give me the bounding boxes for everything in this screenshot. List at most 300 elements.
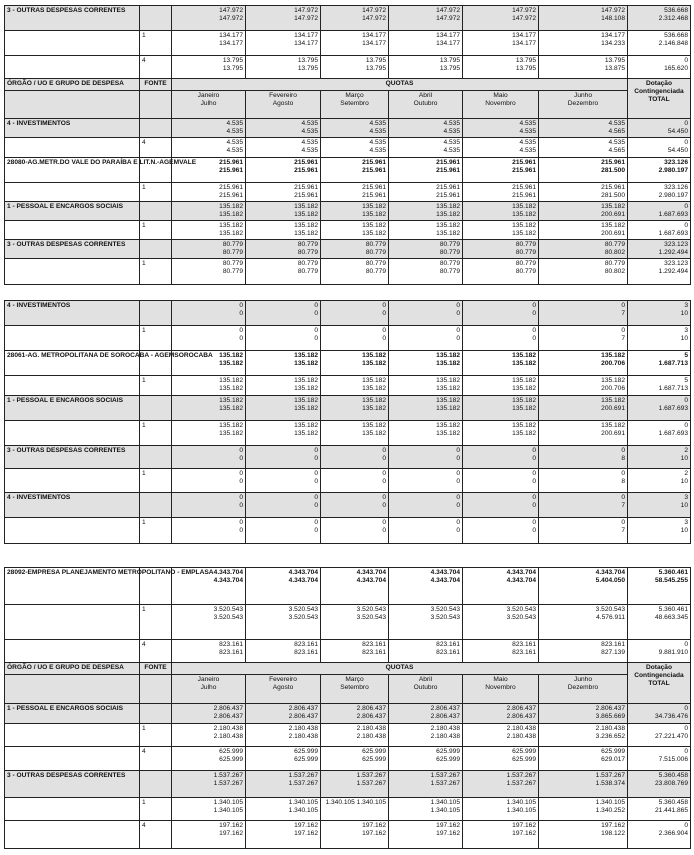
quota-value-first-half: 1.537.267 xyxy=(213,772,243,779)
fonte-cell: 1 xyxy=(140,259,172,285)
quota-value-second-half: 1.340.105 xyxy=(213,807,243,814)
total-cell xyxy=(628,605,691,640)
quota-value-second-half: 135.182 xyxy=(219,405,243,412)
month-second-half: Novembro xyxy=(485,684,516,691)
quota-value-second-half: 2.806.437 xyxy=(288,713,318,720)
quota-value-second-half: 0 xyxy=(314,310,318,317)
total-value: 2.146.848 xyxy=(658,40,688,47)
quota-cell xyxy=(539,421,628,446)
quota-value-first-half: 0 xyxy=(532,327,536,334)
quota-value-first-half: 0 xyxy=(314,494,318,501)
quota-value-second-half: 0 xyxy=(239,335,243,342)
total-cell xyxy=(628,724,691,747)
quota-value-first-half: 135.182 xyxy=(436,222,460,229)
quota-value-first-half: 0 xyxy=(621,494,625,501)
quota-value-second-half: 135.182 xyxy=(294,405,318,412)
quota-value-second-half: 0 xyxy=(239,310,243,317)
fonte-header: FONTE xyxy=(140,663,172,675)
quota-value-first-half: 0 xyxy=(382,470,386,477)
quota-value-second-half: 134.177 xyxy=(436,40,460,47)
month-second-half: Outubro xyxy=(413,100,438,107)
month-first-half: Fevereiro xyxy=(269,676,297,683)
quota-value-second-half: 4.535 xyxy=(519,147,536,154)
quota-cell xyxy=(539,518,628,544)
fonte-cell xyxy=(140,446,172,469)
fonte-cell xyxy=(140,396,172,421)
quota-value-first-half: 0 xyxy=(239,447,243,454)
quota-value-first-half: 134.177 xyxy=(436,32,460,39)
quota-cell xyxy=(246,376,321,396)
quota-value-first-half: 135.182 xyxy=(219,203,243,210)
fonte-cell: 1 xyxy=(140,31,172,56)
quota-cell xyxy=(389,138,463,158)
quota-value-second-half: 0 xyxy=(314,527,318,534)
quota-value-second-half: 1.537.267 xyxy=(213,780,243,787)
month-first-half: Março xyxy=(345,92,364,99)
quota-cell xyxy=(321,493,389,518)
month-header-row xyxy=(5,675,691,704)
quota-value-first-half: 1.340.105 xyxy=(595,799,625,806)
quota-value-second-half: 215.961 xyxy=(362,167,386,174)
quota-value-first-half: 135.182 xyxy=(512,203,536,210)
quota-value-first-half: 2.180.438 xyxy=(506,725,536,732)
total-cell xyxy=(628,351,691,376)
quota-value-second-half: 135.182 xyxy=(362,430,386,437)
quota-value-second-half: 8 xyxy=(621,478,625,485)
total-contingenciada: 5 xyxy=(684,377,688,384)
quota-cell xyxy=(389,568,463,605)
total-cell xyxy=(628,568,691,605)
quota-cell xyxy=(246,31,321,56)
quota-value-first-half: 135.182 xyxy=(601,352,625,359)
quota-value-first-half: 135.182 xyxy=(294,422,318,429)
quota-value-second-half: 0 xyxy=(532,310,536,317)
quota-value-second-half: 0 xyxy=(382,455,386,462)
quota-value-first-half: 0 xyxy=(532,519,536,526)
quota-value-first-half: 0 xyxy=(532,494,536,501)
quota-value-first-half: 197.162 xyxy=(512,822,536,829)
expense-group-label: 1 - PESSOAL E ENCARGOS SOCIAIS xyxy=(5,202,140,221)
quota-value-second-half: 629.017 xyxy=(601,756,625,763)
quota-cell xyxy=(246,704,321,724)
total-cell xyxy=(628,326,691,351)
quota-cell xyxy=(539,771,628,798)
quota-cell xyxy=(172,138,246,158)
month-header-row xyxy=(5,91,691,119)
quota-value-second-half: 135.182 xyxy=(362,360,386,367)
total-value: 48.663.345 xyxy=(654,614,688,621)
expense-group-label: 3 - OUTRAS DESPESAS CORRENTES xyxy=(5,446,140,469)
total-contingenciada: 2 xyxy=(684,447,688,454)
month-second-half: Agosto xyxy=(272,100,294,107)
quota-cell xyxy=(172,183,246,202)
quota-cell xyxy=(246,259,321,285)
quota-cell xyxy=(539,376,628,396)
quota-value-first-half: 215.961 xyxy=(601,159,625,166)
empty-cell xyxy=(140,675,172,704)
quota-value-second-half: 135.182 xyxy=(512,211,536,218)
quota-value-first-half: 215.961 xyxy=(512,159,536,166)
quota-value-second-half: 147.972 xyxy=(436,15,460,22)
quota-cell xyxy=(389,493,463,518)
quota-value-second-half: 135.182 xyxy=(512,430,536,437)
quota-cell xyxy=(389,704,463,724)
quota-cell xyxy=(463,747,539,771)
total-cell xyxy=(628,493,691,518)
quota-value-second-half: 2.180.438 xyxy=(430,733,460,740)
total-contingenciada: 3 xyxy=(684,302,688,309)
table-row xyxy=(5,469,691,493)
total-cell xyxy=(628,518,691,544)
total-contingenciada: 2 xyxy=(684,470,688,477)
quota-value-first-half: 625.999 xyxy=(436,748,460,755)
quota-cell xyxy=(539,202,628,221)
table-row xyxy=(5,221,691,240)
quota-value-first-half: 823.161 xyxy=(436,641,460,648)
quota-cell xyxy=(321,183,389,202)
quota-value-second-half: 13.795 xyxy=(515,65,536,72)
quota-value-second-half: 80.779 xyxy=(515,249,536,256)
quota-value-first-half: 135.182 xyxy=(219,397,243,404)
total-contingenciada: 0 xyxy=(684,705,688,712)
quota-value-second-half: 13.795 xyxy=(439,65,460,72)
quota-cell xyxy=(172,259,246,285)
quota-value-second-half: 4.343.704 xyxy=(213,577,243,584)
quota-value-second-half: 198.122 xyxy=(601,830,625,837)
expense-group-label xyxy=(5,605,140,640)
total-value: 1.687.693 xyxy=(658,230,688,237)
quota-value-first-half: 80.779 xyxy=(222,260,243,267)
quota-value-second-half: 4.343.704 xyxy=(430,577,460,584)
quota-value-first-half: 0 xyxy=(382,447,386,454)
total-value: 1.292.494 xyxy=(658,268,688,275)
total-cell xyxy=(628,469,691,493)
quota-cell xyxy=(389,202,463,221)
orgao-header: ÓRGÃO / UO E GRUPO DE DESPESA xyxy=(5,663,140,675)
month-first-half: Abril xyxy=(418,676,433,683)
quota-cell xyxy=(246,240,321,259)
total-value: 7.515.006 xyxy=(658,756,688,763)
expense-group-label xyxy=(5,221,140,240)
quota-value-first-half: 1.340.105 xyxy=(430,799,460,806)
quota-value-second-half: 147.972 xyxy=(294,15,318,22)
table-row xyxy=(5,259,691,285)
quota-value-first-half: 135.182 xyxy=(601,422,625,429)
quota-value-first-half: 4.343.704 xyxy=(356,569,386,576)
quota-value-second-half: 1.340.105 xyxy=(506,807,536,814)
quota-value-second-half: 197.162 xyxy=(362,830,386,837)
empty-cell xyxy=(5,91,140,119)
month-header xyxy=(172,91,246,119)
quota-cell xyxy=(463,259,539,285)
quota-value-second-half: 135.182 xyxy=(362,385,386,392)
quota-cell xyxy=(389,56,463,79)
quota-value-first-half: 197.162 xyxy=(436,822,460,829)
quota-cell xyxy=(172,798,246,821)
quota-value-first-half: 134.177 xyxy=(362,32,386,39)
quota-value-second-half: 823.161 xyxy=(436,649,460,656)
expense-group-label xyxy=(5,821,140,849)
quota-value-second-half: 134.177 xyxy=(294,40,318,47)
table-row xyxy=(5,724,691,747)
quota-value-second-half: 135.182 xyxy=(436,405,460,412)
quota-value-first-half: 823.161 xyxy=(219,641,243,648)
expense-group-label xyxy=(5,747,140,771)
quota-value-first-half: 1.340.105 xyxy=(506,799,536,806)
quota-value-second-half: 135.182 xyxy=(219,385,243,392)
quota-value-first-half: 135.182 xyxy=(294,352,318,359)
month-header xyxy=(246,91,321,119)
quota-value-second-half: 80.779 xyxy=(365,268,386,275)
quota-cell xyxy=(389,259,463,285)
quota-value-first-half: 135.182 xyxy=(219,377,243,384)
fonte-cell: 4 xyxy=(140,821,172,849)
quota-cell xyxy=(389,446,463,469)
fonte-cell: 4 xyxy=(140,138,172,158)
quota-value-second-half: 4.576.911 xyxy=(596,614,625,621)
quota-value-first-half: 1.340.105 xyxy=(213,799,243,806)
table-row xyxy=(5,119,691,138)
total-cell xyxy=(628,421,691,446)
quota-value-first-half: 0 xyxy=(239,327,243,334)
quota-value-first-half: 135.182 xyxy=(436,352,460,359)
quota-value-second-half: 135.182 xyxy=(294,360,318,367)
quota-cell xyxy=(172,31,246,56)
expense-group-label: 3 - OUTRAS DESPESAS CORRENTES xyxy=(5,6,140,31)
quota-cell xyxy=(463,568,539,605)
quota-cell xyxy=(463,202,539,221)
total-cell xyxy=(628,396,691,421)
quota-cell xyxy=(539,56,628,79)
quota-value-second-half: 3.520.543 xyxy=(288,614,318,621)
quota-value-first-half: 0 xyxy=(456,327,460,334)
quota-value-first-half: 135.182 xyxy=(512,352,536,359)
quota-value-second-half: 625.999 xyxy=(294,756,318,763)
total-contingenciada: 3 xyxy=(684,519,688,526)
quota-cell xyxy=(463,724,539,747)
month-second-half: Dezembro xyxy=(567,684,599,691)
quota-value-first-half: 823.161 xyxy=(601,641,625,648)
quota-cell xyxy=(463,704,539,724)
quota-value-second-half: 215.961 xyxy=(219,192,243,199)
quota-value-first-half: 4.535 xyxy=(519,139,536,146)
quota-value-second-half: 197.162 xyxy=(219,830,243,837)
month-header xyxy=(539,675,628,704)
month-header xyxy=(389,675,463,704)
quota-cell xyxy=(246,138,321,158)
fonte-cell xyxy=(140,202,172,221)
total-cell xyxy=(628,301,691,326)
quota-value-second-half: 625.999 xyxy=(362,756,386,763)
quota-cell xyxy=(539,259,628,285)
quota-value-first-half: 823.161 xyxy=(512,641,536,648)
quota-value-second-half: 215.961 xyxy=(512,167,536,174)
quota-value-first-half: 135.182 xyxy=(219,422,243,429)
quota-value-first-half: 135.182 xyxy=(362,352,386,359)
table-row xyxy=(5,138,691,158)
total-contingenciada: 323.126 xyxy=(664,159,688,166)
quota-value-second-half: 0 xyxy=(456,527,460,534)
quota-value-first-half: 1.537.267 xyxy=(288,772,318,779)
quota-value-second-half: 3.865.669 xyxy=(595,713,625,720)
quota-cell xyxy=(172,202,246,221)
quota-value-second-half: 2.180.438 xyxy=(506,733,536,740)
quota-value-first-half: 135.182 xyxy=(294,397,318,404)
quota-value-second-half: 5.404.050 xyxy=(595,577,625,584)
expense-group-label: 28092-EMPRESA PLANEJAMENTO METROPOLITANO - EMPLASA xyxy=(5,568,140,605)
quota-cell xyxy=(463,56,539,79)
quota-value-second-half: 200.691 xyxy=(601,405,625,412)
quota-value-first-half: 80.779 xyxy=(604,241,625,248)
quota-cell xyxy=(321,6,389,31)
total-header-text: Dotação xyxy=(645,80,672,87)
quota-value-first-half: 4.535 xyxy=(369,120,386,127)
total-contingenciada: 0 xyxy=(684,120,688,127)
month-second-half: Agosto xyxy=(272,684,294,691)
quota-cell xyxy=(463,31,539,56)
quota-value-second-half: 80.802 xyxy=(604,249,625,256)
month-second-half: Dezembro xyxy=(567,100,599,107)
total-cell xyxy=(628,640,691,663)
table-row xyxy=(5,396,691,421)
quota-value-second-half: 0 xyxy=(382,527,386,534)
quota-cell xyxy=(172,376,246,396)
quota-value-first-half: 147.972 xyxy=(362,7,386,14)
quota-value-second-half: 135.182 xyxy=(362,230,386,237)
quota-value-second-half: 215.961 xyxy=(294,192,318,199)
quota-cell xyxy=(246,158,321,183)
fonte-cell xyxy=(140,240,172,259)
quota-value-second-half: 7 xyxy=(621,310,625,317)
quota-value-second-half: 0 xyxy=(314,335,318,342)
quota-value-first-half: 215.961 xyxy=(294,159,318,166)
quota-value-second-half: 7 xyxy=(621,527,625,534)
fonte-cell: 1 xyxy=(140,183,172,202)
quota-value-second-half: 135.182 xyxy=(436,385,460,392)
quota-value-first-half: 135.182 xyxy=(362,422,386,429)
quota-cell xyxy=(389,771,463,798)
quota-value-second-half: 134.233 xyxy=(601,40,625,47)
quota-cell xyxy=(246,518,321,544)
quota-value-second-half: 215.961 xyxy=(436,192,460,199)
quota-value-first-half: 1.340.105 1.340.105 xyxy=(325,799,386,806)
quota-value-second-half: 135.182 xyxy=(512,360,536,367)
quota-value-first-half: 135.182 xyxy=(436,422,460,429)
expense-group-label: 1 - PESSOAL E ENCARGOS SOCIAIS xyxy=(5,396,140,421)
total-cell xyxy=(628,446,691,469)
quota-value-second-half: 80.802 xyxy=(604,268,625,275)
quota-value-second-half: 135.182 xyxy=(219,360,243,367)
quota-value-second-half: 135.182 xyxy=(294,230,318,237)
quota-value-first-half: 4.535 xyxy=(301,139,318,146)
quota-value-first-half: 135.182 xyxy=(436,377,460,384)
quota-cell xyxy=(463,469,539,493)
quota-value-first-half: 135.182 xyxy=(601,377,625,384)
quota-cell xyxy=(539,301,628,326)
fonte-cell: 1 xyxy=(140,326,172,351)
quota-value-first-half: 134.177 xyxy=(294,32,318,39)
quota-cell xyxy=(246,771,321,798)
quota-cell xyxy=(246,605,321,640)
quota-value-first-half: 3.520.543 xyxy=(213,606,243,613)
total-contingenciada: 0 xyxy=(684,641,688,648)
quota-cell xyxy=(321,301,389,326)
quota-value-first-half: 0 xyxy=(382,519,386,526)
quota-value-first-half: 0 xyxy=(239,519,243,526)
total-contingenciada: 0 xyxy=(684,748,688,755)
quota-cell xyxy=(321,518,389,544)
quota-value-first-half: 135.182 xyxy=(601,203,625,210)
table-row xyxy=(5,605,691,640)
expense-group-label: 4 - INVESTIMENTOS xyxy=(5,119,140,138)
total-cell xyxy=(628,138,691,158)
quota-value-second-half: 4.535 xyxy=(443,128,460,135)
quota-value-first-half: 80.779 xyxy=(297,241,318,248)
quota-value-first-half: 135.182 xyxy=(219,222,243,229)
quota-value-first-half: 1.537.267 xyxy=(356,772,386,779)
quota-value-first-half: 2.180.438 xyxy=(430,725,460,732)
fonte-cell xyxy=(140,301,172,326)
quota-cell xyxy=(321,158,389,183)
quota-cell xyxy=(389,351,463,376)
quota-cell xyxy=(246,301,321,326)
quota-value-second-half: 80.779 xyxy=(439,249,460,256)
month-first-half: Junho xyxy=(574,92,592,99)
quota-cell xyxy=(463,518,539,544)
quota-value-first-half: 134.177 xyxy=(219,32,243,39)
quota-value-first-half: 147.972 xyxy=(512,7,536,14)
quota-value-first-half: 1.340.105 xyxy=(288,799,318,806)
quota-value-first-half: 135.182 xyxy=(294,203,318,210)
quota-value-first-half: 147.972 xyxy=(294,7,318,14)
quota-cell xyxy=(246,326,321,351)
total-contingenciada: 536.668 xyxy=(664,7,688,14)
quota-cell xyxy=(172,493,246,518)
total-header-text: Contingenciada xyxy=(634,88,684,95)
total-contingenciada: 3 xyxy=(684,327,688,334)
total-value: 2.980.197 xyxy=(658,192,688,199)
quota-cell xyxy=(246,351,321,376)
quota-value-second-half: 135.182 xyxy=(219,211,243,218)
quota-value-second-half: 200.706 xyxy=(601,360,625,367)
quota-value-second-half: 80.779 xyxy=(439,268,460,275)
table-row xyxy=(5,31,691,56)
quota-cell xyxy=(321,821,389,849)
quota-value-second-half: 823.161 xyxy=(362,649,386,656)
quota-value-second-half: 4.535 xyxy=(226,128,243,135)
quota-cell xyxy=(463,158,539,183)
table-row xyxy=(5,640,691,663)
quota-value-second-half: 625.999 xyxy=(512,756,536,763)
quota-cell xyxy=(539,31,628,56)
quota-cell xyxy=(539,724,628,747)
quota-value-second-half: 215.961 xyxy=(294,167,318,174)
total-contingenciada: 5.360.458 xyxy=(658,772,688,779)
quota-cell xyxy=(172,771,246,798)
quota-value-second-half: 625.999 xyxy=(436,756,460,763)
quota-cell xyxy=(321,640,389,663)
fonte-cell xyxy=(140,119,172,138)
total-cell xyxy=(628,202,691,221)
quota-cell xyxy=(172,469,246,493)
quota-value-first-half: 197.162 xyxy=(362,822,386,829)
quota-value-second-half: 1.537.267 xyxy=(430,780,460,787)
total-value: 10 xyxy=(680,478,688,485)
total-value: 1.687.713 xyxy=(658,360,688,367)
quota-value-second-half: 13.795 xyxy=(365,65,386,72)
quota-cell xyxy=(539,493,628,518)
quota-value-second-half: 2.180.438 xyxy=(356,733,386,740)
